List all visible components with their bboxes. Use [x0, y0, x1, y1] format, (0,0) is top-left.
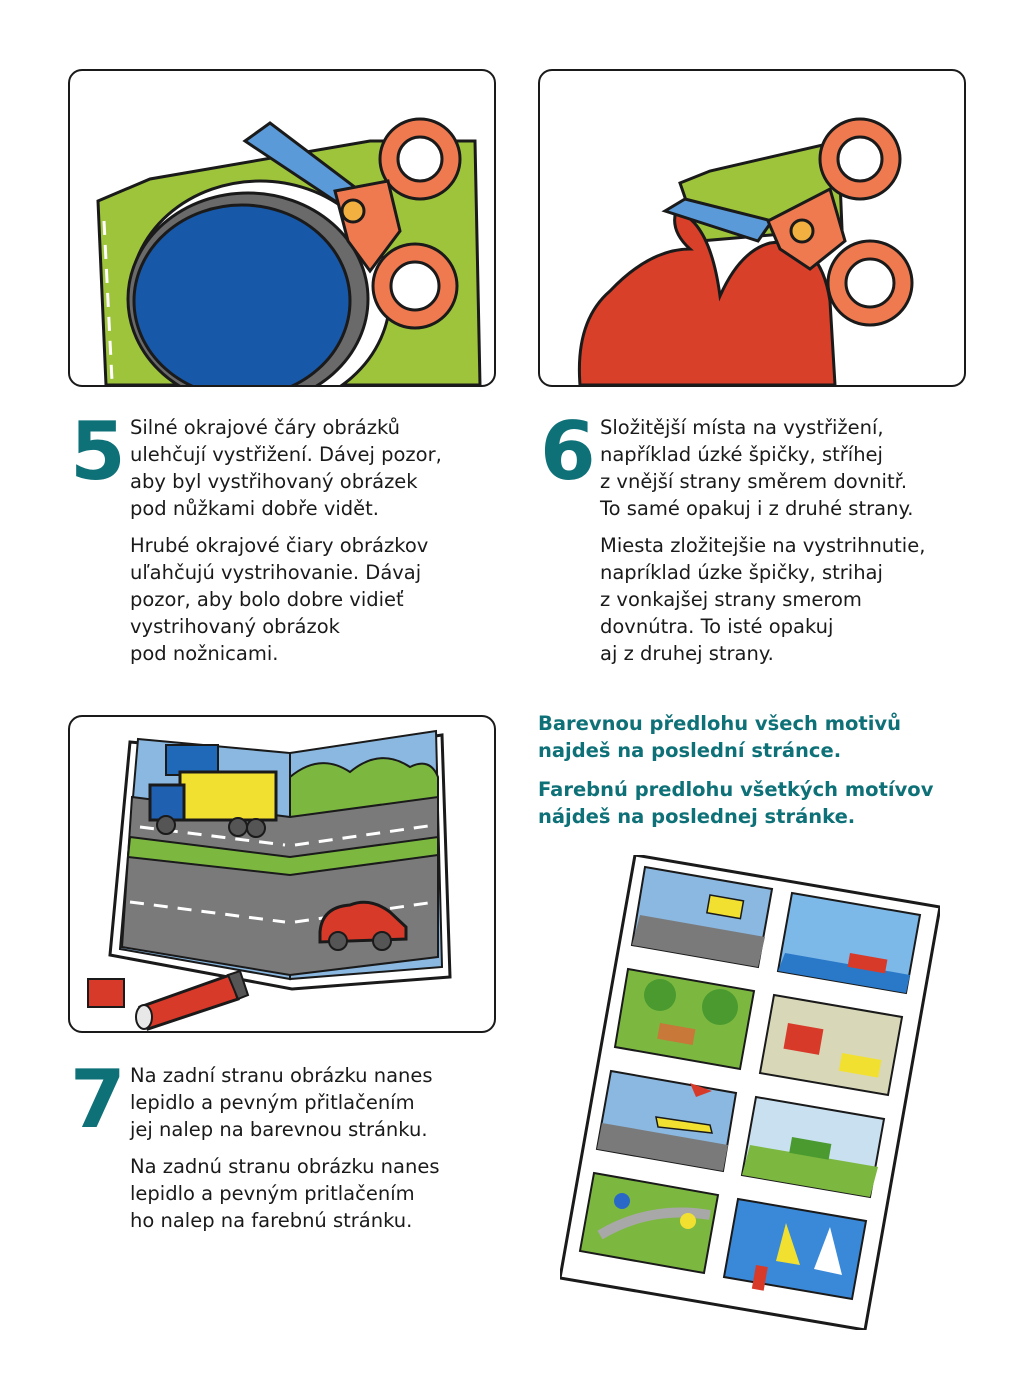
color-template-sheet: [560, 855, 940, 1330]
step-6-text-sk: Miesta zložitejšie na vystrihnutie, napríklad úzke špičky, strihaj z vonkajšej strany smerom dovnútra. To isté opakuj aj z druhej strany.: [600, 534, 926, 665]
scissors-oval-icon: [70, 71, 494, 385]
step-number-7: 7: [70, 1053, 126, 1146]
illustration-cut-heart: [538, 69, 966, 387]
step-6-text: [600, 414, 980, 677]
step-5-text-sk: Hrubé okrajové čiary obrázkov uľahčujú vystrihovanie. Dávaj pozor, aby bolo dobre vidieť vystrihovaný obrázok pod nožnicami.: [130, 534, 429, 665]
step-number-5: 5: [70, 405, 126, 498]
illustration-glue-book: [68, 715, 496, 1033]
step-7-text: [130, 1062, 500, 1244]
step-5-text: [130, 414, 500, 677]
template-sheet-icon: [560, 855, 940, 1330]
scissors-heart-icon: [540, 71, 964, 385]
step-6-text-cz: Složitější místa na vystřižení, například úzké špičky, stříhej z vnější strany směrem dovnitř. To samé opakuj i z druhé strany.: [600, 416, 914, 520]
step-number-6: 6: [540, 405, 596, 498]
illustration-cut-oval: [68, 69, 496, 387]
note-cz: Barevnou předlohu všech motivů najdeš na poslední stránce.: [538, 712, 902, 762]
step-7-text-sk: Na zadnú stranu obrázku nanes lepidlo a pevným pritlačením ho nalep na farebnú stránku.: [130, 1155, 440, 1232]
note-sk: Farebnú predlohu všetkých motívov nájdeš na poslednej stránke.: [538, 778, 934, 828]
coloring-book-glue-icon: [70, 717, 494, 1031]
step-5-text-cz: Silné okrajové čáry obrázků ulehčují vystřižení. Dávej pozor, aby byl vystřihovaný obrázek pod nůžkami dobře vidět.: [130, 416, 442, 520]
step-7-text-cz: Na zadní stranu obrázku nanes lepidlo a pevným přitlačením jej nalep na barevnou stránku.: [130, 1064, 433, 1141]
